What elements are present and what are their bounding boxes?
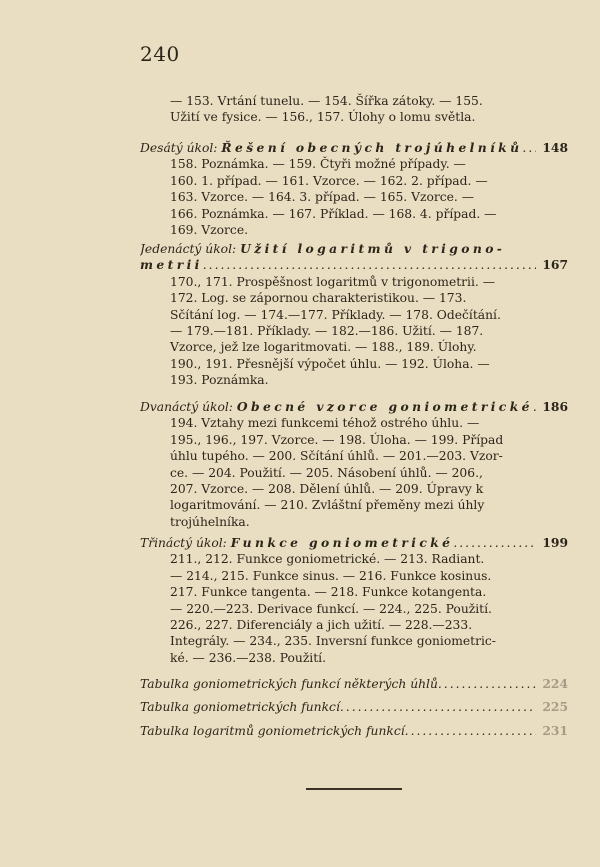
entry-page: 167: [542, 257, 568, 273]
entry-heading-cont: [140, 257, 568, 273]
table-entry: [140, 723, 568, 739]
text-line: 190., 191. Přesnější výpočet úhlu. — 192. Úloha. —: [170, 356, 490, 371]
entry-label: Jedenáctý úkol:: [140, 242, 237, 256]
text-line: trojúhelníka.: [170, 514, 250, 529]
text-line: Vzorce, jež lze logaritmovati. — 188., 189. Úlohy.: [170, 340, 477, 355]
toc-entry-desaty-ukol: [140, 140, 568, 238]
page-number: 240: [140, 42, 180, 66]
entry-title: Funkce goniometrické: [230, 535, 454, 550]
text-line: Užití ve fysice. — 156., 157. Úlohy o lomu světla.: [170, 110, 476, 125]
entry-page: 186: [542, 399, 568, 414]
leader-dots: [438, 676, 536, 692]
leader-dots: [405, 723, 536, 739]
text-line: — 220.—223. Derivace funkcí. — 224., 225. Použití.: [170, 601, 492, 616]
text-line: 195., 196., 197. Vzorce. — 198. Úloha. — 199. Případ: [170, 432, 504, 447]
table-page: 225: [542, 699, 568, 715]
leader-dots: [522, 140, 536, 156]
text-line: 217. Funkce tangenta. — 218. Funkce kotangenta.: [170, 585, 487, 600]
entry-page: 199: [542, 535, 568, 550]
text-line: 166. Poznámka. — 167. Příklad. — 168. 4. případ. —: [170, 206, 497, 221]
text-line: — 214., 215. Funkce sinus. — 216. Funkce kosinus.: [170, 568, 492, 583]
text-line: 169. Vzorce.: [170, 222, 249, 237]
toc-entry-trinacty-ukol: [140, 535, 568, 666]
toc-tables: [140, 676, 568, 739]
text-line: 172. Log. se zápornou charakteristikou. — 173.: [170, 291, 467, 306]
text-line: ké. — 236.—238. Použití.: [170, 650, 327, 665]
table-page: 224: [542, 676, 568, 691]
leader-dots: [340, 699, 536, 715]
table-title: Tabulka logaritmů goniometrických funkcí: [140, 723, 405, 738]
toc-continuation: [140, 93, 568, 126]
leader-dots: [203, 257, 536, 273]
text-line: 194. Vztahy mezi funkcemi téhož ostrého úhlu. —: [170, 416, 480, 431]
text-line: 207. Vzorce. — 208. Dělení úhlů. — 209. Úpravy k: [170, 481, 484, 496]
text-line: Integrály. — 234., 235. Inversní funkce goniometric-: [170, 634, 496, 649]
entry-title: Řešení obecných trojúhelníků: [221, 140, 523, 155]
text-line: 158. Poznámka. — 159. Čtyři možné případy. —: [170, 157, 466, 172]
text-line: 226., 227. Diferenciály a jich užití. — 228.—233.: [170, 617, 473, 632]
table-title: Tabulka goniometrických funkcí: [140, 700, 340, 715]
text-line: 170., 171. Prospěšnost logaritmů v trigonometrii. —: [170, 274, 496, 289]
text-line: ce. — 204. Použití. — 205. Násobení úhlů. — 206.,: [170, 465, 483, 480]
entry-page: 148: [542, 140, 568, 155]
text-line: Sčítání log. — 174.—177. Příklady. — 178. Odečítání.: [170, 307, 501, 322]
text-line: — 153. Vrtání tunelu. — 154. Šířka zátoky. — 155.: [170, 94, 483, 108]
entry-heading: [140, 140, 568, 156]
toc-entry-dvanacty-ukol: [140, 399, 568, 530]
table-page: 231: [542, 722, 568, 738]
text-line: — 179.—181. Příklady. — 182.—186. Užití. — 187.: [170, 323, 484, 338]
closing-rule: [306, 788, 402, 790]
text-line: 160. 1. případ. — 161. Vzorce. — 162. 2. případ. —: [170, 173, 488, 188]
text-line: 193. Poznámka.: [170, 373, 269, 388]
entry-heading: [140, 535, 568, 551]
toc-entry-jedenacty-ukol: [140, 241, 568, 389]
table-entry: [140, 699, 568, 715]
entry-title: Obecné vzorce goniometrické: [236, 399, 533, 414]
entry-title: Užití logaritmů v trigono-: [240, 241, 506, 256]
entry-label: Třináctý úkol:: [140, 536, 227, 550]
entry-label: Dvanáctý úkol:: [140, 400, 233, 414]
text-line: 211., 212. Funkce goniometrické. — 213. Radiant.: [170, 552, 485, 567]
text-line: logaritmování. — 210. Zvláštní přeměny mezi úhly: [170, 498, 485, 513]
table-entry: [140, 676, 568, 692]
entry-label: Desátý úkol:: [140, 141, 218, 155]
entry-title-cont: metrii: [140, 257, 203, 273]
leader-dots: [453, 535, 536, 551]
entry-heading: [140, 399, 568, 415]
text-line: 163. Vzorce. — 164. 3. případ. — 165. Vzorce. —: [170, 190, 475, 205]
table-title: Tabulka goniometrických funkcí některých úhlů: [140, 677, 438, 691]
entry-heading: [140, 241, 568, 257]
text-line: úhlu tupého. — 200. Sčítání úhlů. — 201.—203. Vzor-: [170, 449, 503, 464]
